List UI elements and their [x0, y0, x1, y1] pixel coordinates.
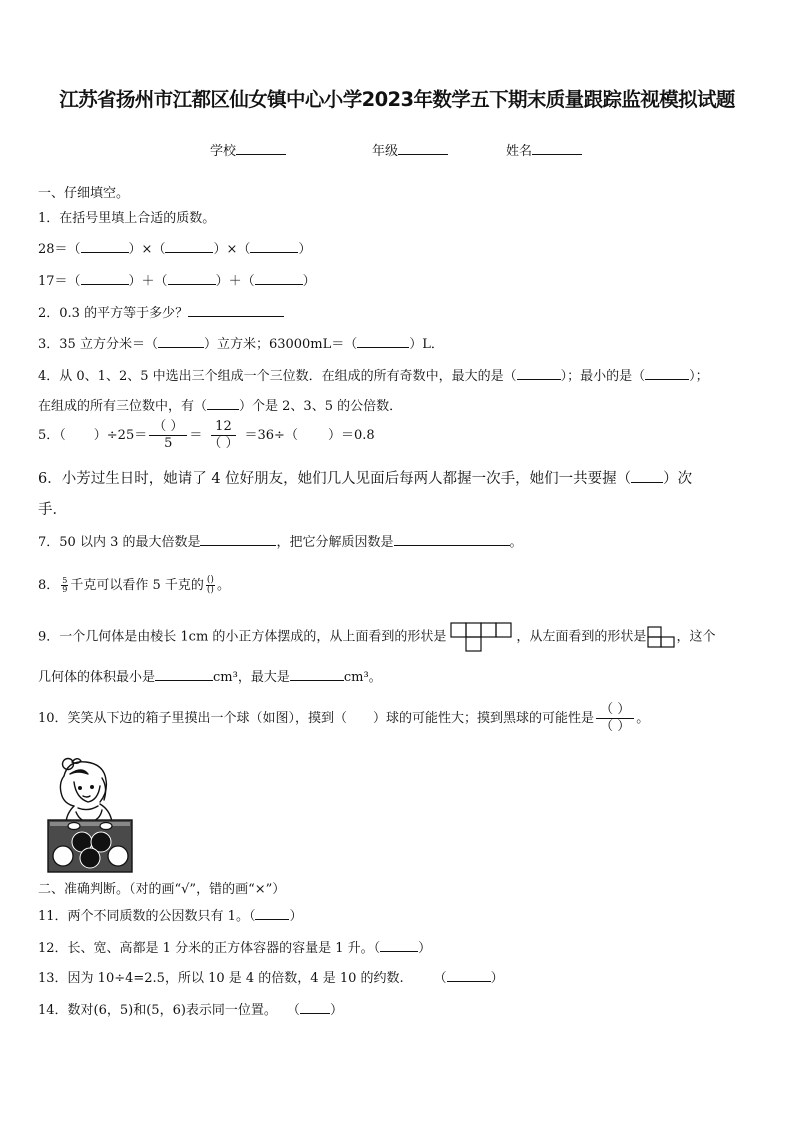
section1-heading: 一、仔细填空。 — [38, 186, 130, 201]
answer-blank[interactable] — [290, 667, 344, 681]
fraction: $\frac{( )}{5}$ — [149, 419, 187, 452]
section2-heading: 二、准确判断。（对的画“√”，错的画“×”） — [38, 882, 286, 897]
q10: 10．笑笑从下边的箱子里摸出一个球（如图），摸到（ ）球的可能性大；摸到黑球的可能性是 $\frac{( )}{( )}$ 。 — [38, 702, 650, 734]
answer-blank[interactable] — [631, 469, 663, 483]
answer-blank[interactable] — [255, 271, 303, 285]
q5: 5．（ ）÷25＝ $\frac{( )}{5}$ ＝ $\frac{12}{( )}$ ＝36÷（ ）＝0.8 — [38, 419, 375, 451]
answer-blank[interactable] — [517, 366, 561, 380]
answer-blank[interactable] — [250, 239, 298, 253]
name-label: 姓名 — [506, 144, 533, 159]
school-field[interactable] — [210, 140, 286, 159]
q9-line2: 几何体的体积最小是 cm³，最大是 cm³。 — [38, 666, 382, 685]
name-blank[interactable] — [532, 141, 582, 155]
answer-blank[interactable] — [168, 271, 216, 285]
q1-text: 1．在括号里填上合适的质数。 — [38, 211, 216, 226]
q2: 2．0.3 的平方等于多少？ — [38, 302, 284, 321]
grade-label: 年级 — [372, 144, 399, 159]
answer-blank[interactable] — [207, 396, 239, 410]
answer-blank[interactable] — [380, 938, 418, 952]
q12: 12．长、宽、高都是 1 分米的正方体容器的容量是 1 升。（ ） — [38, 937, 431, 956]
left-view-shape-icon — [647, 626, 675, 648]
q4-line1: 4．从 0、1、2、5 中选出三个组成一个三位数．在组成的所有奇数中，最大的是（ ）；最小的是（ ）； — [38, 365, 709, 384]
q7: 7．50 以内 3 的最大倍数是 ，把它分解质因数是 。 — [38, 531, 523, 550]
page-title: 江苏省扬州市江都区仙女镇中心小学2023年数学五下期末质量跟踪监视模拟试题 — [59, 88, 735, 111]
q4-line2: 在组成的所有三位数中，有（ ）个是 2、3、5 的公倍数． — [38, 395, 402, 414]
q14: 14．数对(6，5)和(5，6)表示同一位置。 （ ） — [38, 999, 343, 1018]
answer-blank[interactable] — [645, 366, 689, 380]
grade-field[interactable] — [372, 140, 448, 159]
school-blank[interactable] — [236, 141, 286, 155]
answer-blank[interactable] — [357, 334, 409, 348]
answer-blank[interactable] — [165, 239, 213, 253]
q9-line1: 9．一个几何体是由棱长 1cm 的小正方体摆成的，从上面看到的形状是 ，从左面看到的形状是 ，这个 — [38, 622, 715, 652]
q11: 11．两个不同质数的公因数只有 1。（ ） — [38, 905, 302, 924]
q3: 3．35 立方分米＝（ ）立方米；63000mL＝（ ）L． — [38, 333, 444, 352]
answer-blank[interactable] — [188, 303, 284, 317]
q1-line2: 17＝（ ）＋（ ）＋（ ） — [38, 270, 316, 289]
q6-line1: 6．小芳过生日时，她请了 4 位好朋友，她们几人见面后每两人都握一次手，她们一共要握（ ）次 — [38, 471, 693, 487]
answer-blank[interactable] — [200, 532, 276, 546]
answer-blank[interactable] — [447, 968, 491, 982]
answer-blank[interactable] — [300, 1000, 330, 1014]
school-label: 学校 — [210, 144, 237, 159]
fraction: $\frac{()}{()}$ — [206, 575, 214, 595]
answer-blank[interactable] — [255, 906, 289, 920]
name-field[interactable] — [506, 140, 582, 159]
grade-blank[interactable] — [398, 141, 448, 155]
answer-blank[interactable] — [394, 532, 510, 546]
fraction: $\frac{( )}{( )}$ — [596, 702, 634, 735]
girl-with-ball-box-illustration — [44, 752, 136, 874]
q6-line2: 手． — [38, 502, 67, 518]
answer-blank[interactable] — [81, 271, 129, 285]
q13: 13．因为 10÷4=2.5，所以 10 是 4 的倍数，4 是 10 的约数. （ ） — [38, 967, 504, 986]
q1-line1: 28＝（ ）×（ ）×（ ） — [38, 238, 311, 257]
q8: 8． $\frac{5}{9}$ 千克可以看作 5 千克的 $\frac{()}{()}$ 。 — [38, 575, 230, 595]
top-view-shape-icon — [450, 622, 512, 652]
answer-blank[interactable] — [155, 667, 213, 681]
fraction: $\frac{5}{9}$ — [62, 576, 68, 594]
answer-blank[interactable] — [81, 239, 129, 253]
fraction: $\frac{12}{( )}$ — [208, 419, 239, 451]
answer-blank[interactable] — [158, 334, 204, 348]
